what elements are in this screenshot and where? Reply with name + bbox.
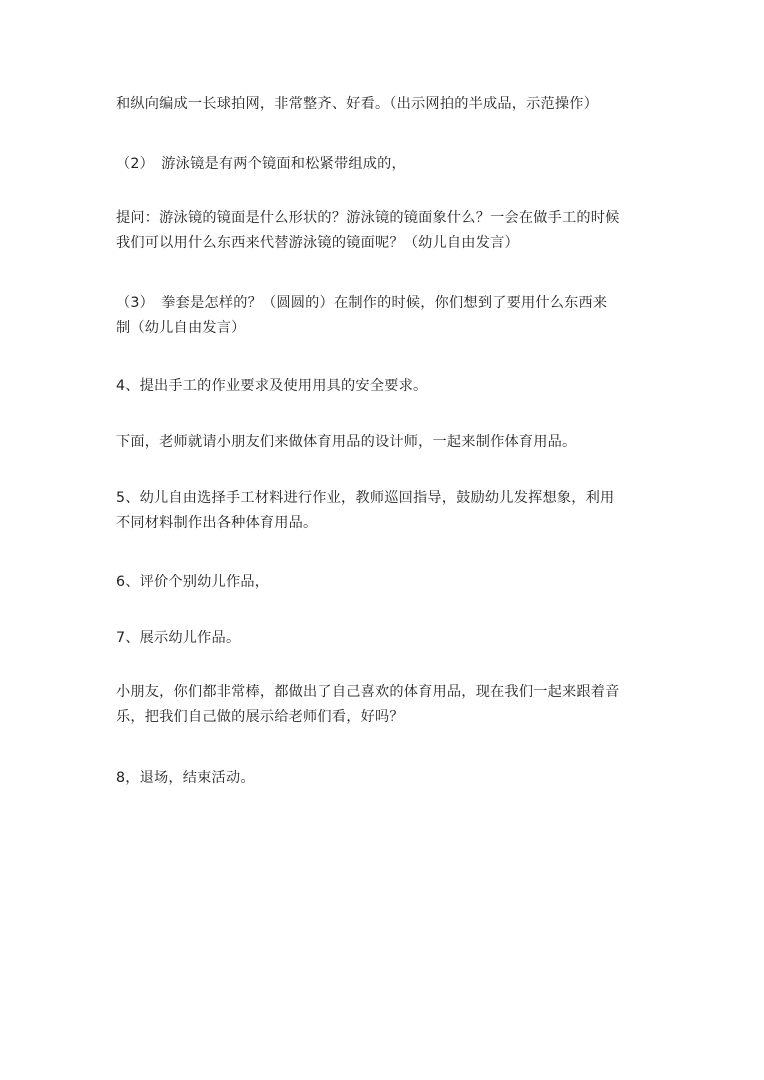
text-line: （3） 拳套是怎样的？（圆圆的）在制作的时候，你们想到了要用什么东西来 bbox=[116, 295, 608, 311]
text-line: 制（幼儿自由发言） bbox=[116, 320, 246, 336]
paragraph-goggles-question bbox=[116, 206, 656, 256]
paragraph-designer-invite bbox=[116, 430, 656, 455]
text-line: 5、幼儿自由选择手工材料进行作业，教师巡回指导，鼓励幼儿发挥想象，利用 bbox=[116, 490, 615, 506]
text-line: 提问：游泳镜的镜面是什么形状的？游泳镜的镜面象什么？一会在做手工的时候 bbox=[116, 210, 620, 226]
text-line: 8，退场，结束活动。 bbox=[116, 770, 255, 786]
paragraph-boxing-glove bbox=[116, 291, 656, 341]
text-line: 4、提出手工的作业要求及使用用具的安全要求。 bbox=[116, 378, 428, 394]
text-line: 我们可以用什么东西来代替游泳镜的镜面呢？（幼儿自由发言） bbox=[116, 235, 519, 251]
text-line: 不同材料制作出各种体育用品。 bbox=[116, 515, 318, 531]
text-line: 乐，把我们自己做的展示给老师们看，好吗？ bbox=[116, 709, 404, 725]
paragraph-step-5 bbox=[116, 486, 656, 536]
paragraph-goggles-intro bbox=[116, 152, 656, 177]
text-line: （2） 游泳镜是有两个镜面和松紧带组成的， bbox=[116, 156, 406, 172]
text-line: 7、展示幼儿作品。 bbox=[116, 630, 241, 646]
paragraph-step-8 bbox=[116, 766, 656, 791]
paragraph-net-weaving bbox=[116, 92, 656, 117]
paragraph-step-7 bbox=[116, 626, 656, 651]
text-line: 下面，老师就请小朋友们来做体育用品的设计师，一起来制作体育用品。 bbox=[116, 434, 577, 450]
paragraph-step-4 bbox=[116, 374, 656, 399]
paragraph-music-show bbox=[116, 680, 656, 730]
paragraph-step-6 bbox=[116, 570, 656, 595]
text-line: 和纵向编成一长球拍网，非常整齐、好看。（出示网拍的半成品，示范操作） bbox=[116, 96, 599, 112]
text-line: 6、评价个别幼儿作品， bbox=[116, 574, 270, 590]
text-line: 小朋友，你们都非常棒，都做出了自己喜欢的体育用品，现在我们一起来跟着音 bbox=[116, 684, 620, 700]
